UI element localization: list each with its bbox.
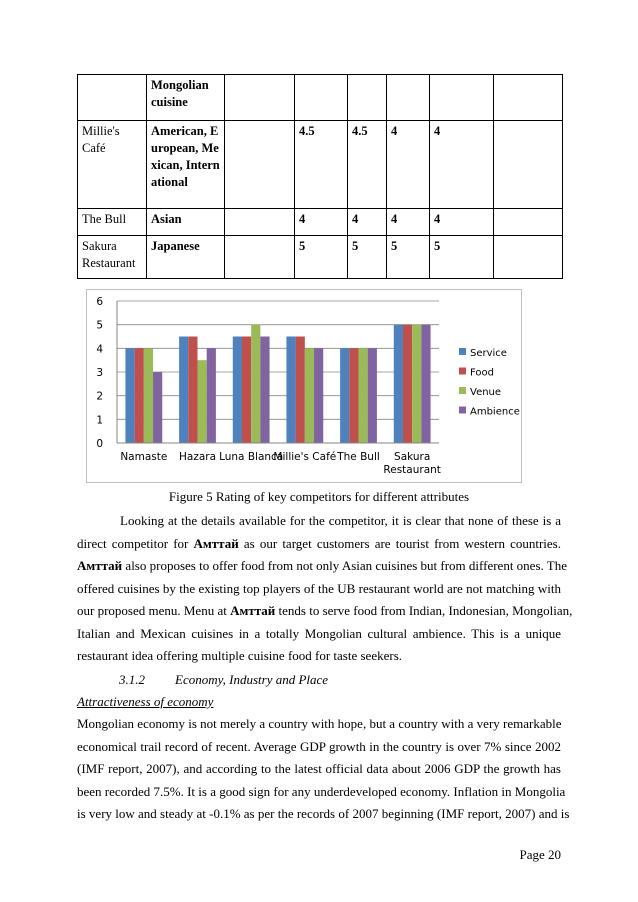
paragraph-line: (IMF report, 2007), and according to the latest official data about 2006 GDP the growth has [77, 761, 561, 776]
figure-caption: Figure 5 Rating of key competitors for different attributes [168, 489, 470, 504]
table-cell-venue: 4 [387, 121, 430, 209]
bar [153, 372, 162, 443]
table-cell-service: 4.5 [295, 121, 348, 209]
legend-label: Ambience [470, 406, 520, 418]
paragraph-line: restaurant idea offering multiple cuisine food for taste seekers. [77, 648, 403, 663]
x-tick-label: Restaurant [383, 464, 441, 476]
y-tick-label: 5 [96, 319, 103, 332]
section-title: Economy, Industry and Place [175, 672, 329, 687]
bar [198, 360, 207, 443]
paragraph-line: been recorded 7.5%. It is a good sign for any underdeveloped economy. Inflation in Mongolia [77, 783, 566, 799]
y-tick-label: 3 [96, 367, 103, 379]
paragraph-line: direct competitor for Амттай as our target customers are tourist from western countries. [77, 535, 561, 551]
legend-label: Service [470, 348, 507, 359]
legend-swatch [459, 348, 466, 355]
bar [286, 337, 295, 444]
table-cell-service: 4 [295, 209, 348, 236]
y-tick-label: 0 [96, 438, 103, 450]
bar [314, 348, 323, 443]
table-cell-empty [494, 236, 563, 279]
table-cell-name: Sakura Restaurant [78, 236, 147, 279]
table-cell-cuisine: Japanese [147, 236, 225, 279]
page-number: Page 20 [519, 847, 561, 862]
y-tick-label: 2 [96, 390, 103, 403]
y-tick-label: 1 [96, 414, 103, 427]
bar [359, 348, 368, 443]
paragraph-line: Looking at the details available for the competitor, it is clear that none of these is a [120, 513, 561, 528]
table-row [78, 75, 563, 121]
table-cell-service [295, 75, 348, 121]
bar [368, 348, 377, 443]
y-tick-label: 4 [96, 343, 103, 356]
economy-paragraph [77, 713, 570, 826]
table-cell-empty [225, 121, 295, 209]
bar [179, 337, 188, 444]
x-tick-label: Hazara [178, 451, 217, 463]
paragraph-line: offered cuisines by the existing top players of the UB restaurant world are not matching with [77, 580, 561, 596]
paragraph-line: Mongolian economy is not merely a country with hope, but a country with a very remarkable [77, 716, 562, 731]
bar [260, 337, 269, 444]
paragraph-line: Амттай also proposes to offer food from not only Asian cuisines but from different ones. The [77, 558, 567, 573]
table-row [78, 209, 563, 236]
bar [305, 348, 314, 443]
table-cell-food: 4.5 [348, 121, 387, 209]
table-cell-empty [494, 209, 563, 236]
y-tick-label: 6 [96, 296, 103, 308]
x-tick-label: Luna Blanca [219, 451, 284, 463]
legend-label: Food [470, 367, 494, 379]
bar [340, 348, 349, 443]
bar [144, 348, 153, 443]
paragraph-line: our proposed menu. Menu at Амттай tends to serve food from Indian, Indonesian, Mongolian, [77, 603, 573, 618]
competitor-table [77, 74, 563, 279]
legend-swatch [459, 407, 466, 414]
bar [135, 348, 144, 443]
bar [251, 325, 260, 443]
table-cell-food [348, 75, 387, 121]
section-number: 3.1.2 [119, 672, 145, 687]
bar [403, 325, 412, 443]
table-cell-ambience: 4 [430, 209, 494, 236]
legend-label: Venue [470, 387, 502, 398]
table-cell-empty [494, 75, 563, 121]
x-tick-label: Sakura [394, 451, 431, 463]
bar [394, 325, 403, 443]
table-cell-name: The Bull [78, 209, 147, 236]
table-cell-ambience [430, 75, 494, 121]
table-cell-empty [494, 121, 563, 209]
paragraph-line: is very low and steady at -0.1% as per the records of 2007 beginning (IMF report, 2007) and is [77, 806, 570, 821]
table-cell-name [78, 75, 147, 121]
table-cell-empty [225, 209, 295, 236]
bar [349, 348, 358, 443]
brand-name: Амттай [77, 558, 123, 573]
table-cell-ambience: 4 [430, 121, 494, 209]
table-cell-empty [225, 75, 295, 121]
table-row [78, 121, 563, 209]
legend-swatch [459, 368, 466, 375]
brand-name: Амттай [230, 603, 276, 618]
x-tick-label: Namaste [120, 451, 168, 463]
paragraph-line: Italian and Mexican cuisines in a totally Mongolian cultural ambience. This is a unique [77, 625, 561, 641]
table-cell-cuisine: Asian [147, 209, 225, 236]
ratings-chart [86, 289, 522, 483]
subheading: Attractiveness of economy [77, 694, 214, 709]
table-cell-service: 5 [295, 236, 348, 279]
table-row [78, 236, 563, 279]
table-cell-food: 5 [348, 236, 387, 279]
table-cell-venue: 4 [387, 209, 430, 236]
bar [421, 325, 430, 443]
x-tick-label: The Bull [337, 451, 380, 463]
table-cell-name: Millie's Café [78, 121, 147, 209]
table-cell-venue: 5 [387, 236, 430, 279]
competitor-paragraph [77, 510, 573, 668]
table-cell-ambience: 5 [430, 236, 494, 279]
table-cell-venue [387, 75, 430, 121]
legend-swatch [459, 387, 466, 394]
bar [242, 337, 251, 444]
brand-name: Амттай [193, 535, 239, 551]
table-cell-empty [225, 236, 295, 279]
table-cell-cuisine: Mongolian cuisine [147, 75, 225, 121]
ratings-chart-svg [87, 290, 521, 482]
table-cell-food: 4 [348, 209, 387, 236]
bar [207, 348, 216, 443]
x-tick-label: Millie's Café [273, 451, 337, 463]
bar [296, 337, 305, 444]
bar [233, 337, 242, 444]
table-cell-cuisine: American, European, Mexican, International [147, 121, 225, 209]
bar [188, 337, 197, 444]
bar [125, 348, 134, 443]
bar [412, 325, 421, 443]
paragraph-line: economical trail record of recent. Average GDP growth in the country is over 7% since 2002 [77, 738, 561, 754]
